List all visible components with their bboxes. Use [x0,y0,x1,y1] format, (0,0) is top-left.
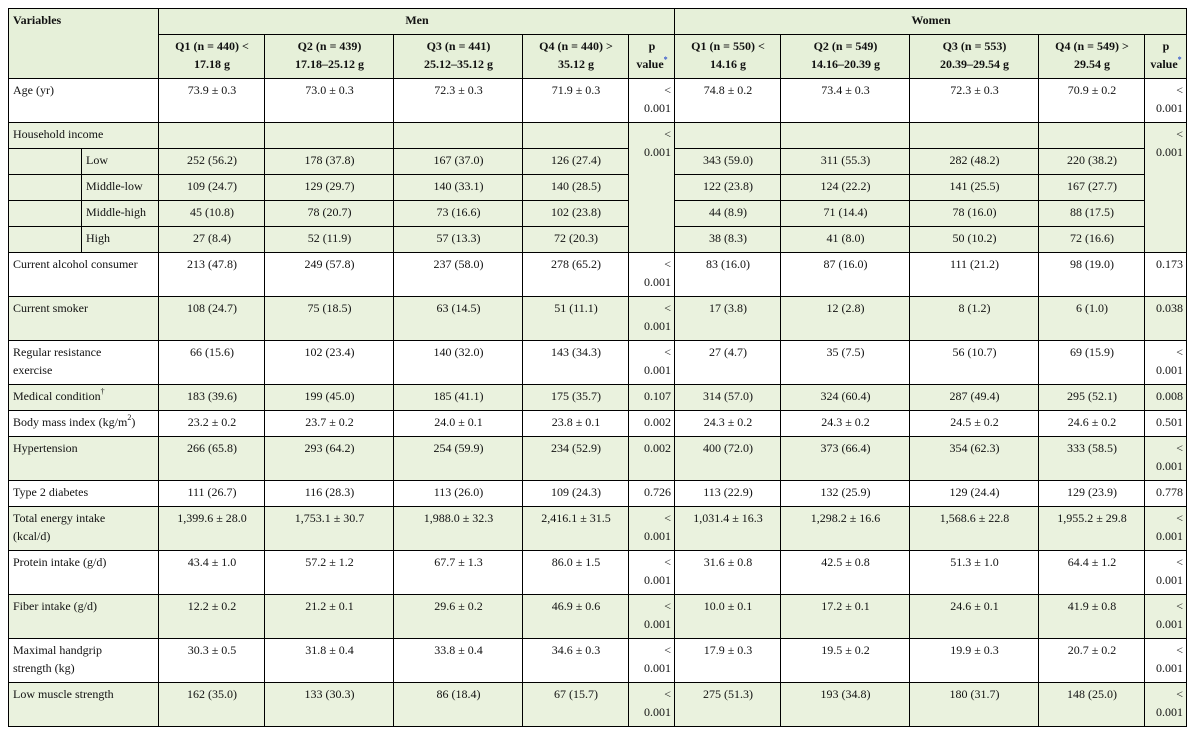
p-value-cell: 0.173 [1145,253,1187,297]
cell: 73.4 ± 0.3 [781,79,910,123]
cell: 1,298.2 ± 16.6 [781,507,910,551]
cell: 254 (59.9) [394,437,523,481]
men-p-value-header: p value* [629,35,675,79]
cell: 129 (23.9) [1039,481,1145,507]
row-label-protein-intake: Protein intake (g/d) [9,551,159,595]
cell: 27 (4.7) [675,341,781,385]
table-row [9,227,1187,253]
p-value-cell: < 0.001 [1145,551,1187,595]
cell: 167 (27.7) [1039,175,1145,201]
table-row [9,341,1187,385]
cell: 333 (58.5) [1039,437,1145,481]
cell: 35 (7.5) [781,341,910,385]
cell: 234 (52.9) [523,437,629,481]
table-row [9,175,1187,201]
table-row [9,551,1187,595]
p-value-cell: 0.778 [1145,481,1187,507]
cell: 72.3 ± 0.3 [394,79,523,123]
cell: 51.3 ± 1.0 [910,551,1039,595]
cell: 21.2 ± 0.1 [265,595,394,639]
p-value-cell: < 0.001 [629,297,675,341]
men-q2-header: Q2 (n = 439) 17.18–25.12 g [265,35,394,79]
p-value-cell: < 0.001 [629,79,675,123]
cell: 23.7 ± 0.2 [265,411,394,437]
cell: 24.3 ± 0.2 [781,411,910,437]
table-row [9,507,1187,551]
cell: 220 (38.2) [1039,149,1145,175]
cell: 111 (26.7) [159,481,265,507]
table-row [9,253,1187,297]
p-value-cell: < 0.001 [629,683,675,727]
cell: 17.2 ± 0.1 [781,595,910,639]
cell: 111 (21.2) [910,253,1039,297]
cell: 78 (16.0) [910,201,1039,227]
cell: 126 (27.4) [523,149,629,175]
p-value-cell: 0.002 [629,437,675,481]
cell: 2,416.1 ± 31.5 [523,507,629,551]
p-value-cell: < 0.001 [1145,79,1187,123]
cell: 24.6 ± 0.2 [1039,411,1145,437]
row-label-income-high: High [82,227,159,253]
cell: 148 (25.0) [1039,683,1145,727]
p-value-cell: < 0.001 [1145,595,1187,639]
p-value-cell: < 0.001 [629,253,675,297]
table-container [8,8,1187,727]
cell: 72.3 ± 0.3 [910,79,1039,123]
cell: 252 (56.2) [159,149,265,175]
cell: 108 (24.7) [159,297,265,341]
cell: 34.6 ± 0.3 [523,639,629,683]
cell: 73.9 ± 0.3 [159,79,265,123]
p-value-cell: < 0.001 [629,639,675,683]
p-value-cell: 0.107 [629,385,675,411]
cell: 42.5 ± 0.8 [781,551,910,595]
cell: 275 (51.3) [675,683,781,727]
cell: 75 (18.5) [265,297,394,341]
cell: 38 (8.3) [675,227,781,253]
p-value-cell: < 0.001 [629,595,675,639]
women-q3-header: Q3 (n = 553) 20.39–29.54 g [910,35,1039,79]
cell: 140 (33.1) [394,175,523,201]
row-label-income-middle-high: Middle-high [82,201,159,227]
cell: 31.8 ± 0.4 [265,639,394,683]
cell: 140 (32.0) [394,341,523,385]
cell: 129 (24.4) [910,481,1039,507]
p-value-cell: < 0.001 [1145,437,1187,481]
cell: 78 (20.7) [265,201,394,227]
variables-header: Variables [9,9,159,79]
cell: 57.2 ± 1.2 [265,551,394,595]
cell: 23.8 ± 0.1 [523,411,629,437]
cell: 175 (35.7) [523,385,629,411]
cell: 102 (23.8) [523,201,629,227]
cell: 23.2 ± 0.2 [159,411,265,437]
cell: 122 (23.8) [675,175,781,201]
cell: 113 (26.0) [394,481,523,507]
cell: 41.9 ± 0.8 [1039,595,1145,639]
men-header: Men [159,9,675,35]
cell: 51 (11.1) [523,297,629,341]
row-label-income-middle-low: Middle-low [82,175,159,201]
cell: 199 (45.0) [265,385,394,411]
cell: 1,031.4 ± 16.3 [675,507,781,551]
cell: 74.8 ± 0.2 [675,79,781,123]
cell: 1,399.6 ± 28.0 [159,507,265,551]
cell: 67 (15.7) [523,683,629,727]
cell: 6 (1.0) [1039,297,1145,341]
cell: 343 (59.0) [675,149,781,175]
cell: 24.0 ± 0.1 [394,411,523,437]
cell: 24.3 ± 0.2 [675,411,781,437]
cell: 249 (57.8) [265,253,394,297]
cell: 167 (37.0) [394,149,523,175]
row-label-bmi: Body mass index $(kg/m^2)$ [9,411,159,437]
row-label-income-low: Low [82,149,159,175]
cell: 46.9 ± 0.6 [523,595,629,639]
cell: 282 (48.2) [910,149,1039,175]
table-row [9,123,1187,149]
women-q4-header: Q4 (n = 549) > 29.54 g [1039,35,1145,79]
p-value-cell: 0.002 [629,411,675,437]
cell: 132 (25.9) [781,481,910,507]
women-header: Women [675,9,1187,35]
cell: 71.9 ± 0.3 [523,79,629,123]
cell: 17.9 ± 0.3 [675,639,781,683]
row-label-low-muscle-strength: Low muscle strength [9,683,159,727]
cell: 266 (65.8) [159,437,265,481]
cell: 52 (11.9) [265,227,394,253]
cell: 293 (64.2) [265,437,394,481]
row-label-diabetes: Type 2 diabetes [9,481,159,507]
cell: 109 (24.3) [523,481,629,507]
cell: 27 (8.4) [159,227,265,253]
row-label-handgrip-strength: Maximal handgrip strength (kg) [9,639,159,683]
cell: 33.8 ± 0.4 [394,639,523,683]
cell: 124 (22.2) [781,175,910,201]
cell: 50 (10.2) [910,227,1039,253]
cell: 63 (14.5) [394,297,523,341]
table-row [9,149,1187,175]
cell: 56 (10.7) [910,341,1039,385]
cell: 31.6 ± 0.8 [675,551,781,595]
table-row [9,683,1187,727]
cell: 66 (15.6) [159,341,265,385]
cell: 20.7 ± 0.2 [1039,639,1145,683]
cell: 1,955.2 ± 29.8 [1039,507,1145,551]
cell: 8 (1.2) [910,297,1039,341]
table-row [9,411,1187,437]
cell: 133 (30.3) [265,683,394,727]
p-value-cell: 0.726 [629,481,675,507]
cell: 30.3 ± 0.5 [159,639,265,683]
cell: 237 (58.0) [394,253,523,297]
cell: 24.6 ± 0.1 [910,595,1039,639]
cell: 183 (39.6) [159,385,265,411]
cell: 88 (17.5) [1039,201,1145,227]
p-value-cell: < 0.001 [629,507,675,551]
cell: 17 (3.8) [675,297,781,341]
cell: 1,568.6 ± 22.8 [910,507,1039,551]
cell: 69 (15.9) [1039,341,1145,385]
data-table [8,8,1187,727]
p-value-cell: < 0.001 [629,551,675,595]
table-row [9,481,1187,507]
cell: 44 (8.9) [675,201,781,227]
cell: 178 (37.8) [265,149,394,175]
cell: 354 (62.3) [910,437,1039,481]
cell: 72 (20.3) [523,227,629,253]
cell: 19.9 ± 0.3 [910,639,1039,683]
table-row [9,79,1187,123]
cell: 116 (28.3) [265,481,394,507]
p-value-cell: < 0.001 [1145,507,1187,551]
cell: 141 (25.5) [910,175,1039,201]
cell: 67.7 ± 1.3 [394,551,523,595]
cell: 193 (34.8) [781,683,910,727]
cell: 109 (24.7) [159,175,265,201]
cell: 83 (16.0) [675,253,781,297]
table-row [9,201,1187,227]
cell: 324 (60.4) [781,385,910,411]
cell: 213 (47.8) [159,253,265,297]
women-p-value-header: p value* [1145,35,1187,79]
row-label-hypertension: Hypertension [9,437,159,481]
cell: 143 (34.3) [523,341,629,385]
cell: 45 (10.8) [159,201,265,227]
cell: 57 (13.3) [394,227,523,253]
cell: 373 (66.4) [781,437,910,481]
cell: 43.4 ± 1.0 [159,551,265,595]
cell: 295 (52.1) [1039,385,1145,411]
cell: 180 (31.7) [910,683,1039,727]
women-q1-header: Q1 (n = 550) < 14.16 g [675,35,781,79]
p-value-cell: < 0.001 [1145,123,1187,253]
cell: 98 (19.0) [1039,253,1145,297]
cell: 140 (28.5) [523,175,629,201]
table-row [9,437,1187,481]
p-value-cell: < 0.001 [629,341,675,385]
cell: 1,753.1 ± 30.7 [265,507,394,551]
men-q1-header: Q1 (n = 440) < 17.18 g [159,35,265,79]
cell: 72 (16.6) [1039,227,1145,253]
cell: 1,988.0 ± 32.3 [394,507,523,551]
cell: 287 (49.4) [910,385,1039,411]
cell: 86.0 ± 1.5 [523,551,629,595]
row-label-energy-intake: Total energy intake (kcal/d) [9,507,159,551]
table-row [9,385,1187,411]
cell: 162 (35.0) [159,683,265,727]
cell: 71 (14.4) [781,201,910,227]
cell: 314 (57.0) [675,385,781,411]
cell: 12.2 ± 0.2 [159,595,265,639]
cell: 24.5 ± 0.2 [910,411,1039,437]
cell: 70.9 ± 0.2 [1039,79,1145,123]
row-label-fiber-intake: Fiber intake (g/d) [9,595,159,639]
cell: 113 (22.9) [675,481,781,507]
cell: 41 (8.0) [781,227,910,253]
men-q3-header: Q3 (n = 441) 25.12–35.12 g [394,35,523,79]
row-label-resistance-exercise: Regular resistance exercise [9,341,159,385]
cell: 400 (72.0) [675,437,781,481]
table-row [9,595,1187,639]
men-q4-header: Q4 (n = 440) > 35.12 g [523,35,629,79]
row-label-alcohol: Current alcohol consumer [9,253,159,297]
cell: 102 (23.4) [265,341,394,385]
table-row [9,297,1187,341]
cell: 73.0 ± 0.3 [265,79,394,123]
cell: 86 (18.4) [394,683,523,727]
p-value-cell: < 0.001 [629,123,675,253]
cell: 73 (16.6) [394,201,523,227]
row-label-smoker: Current smoker [9,297,159,341]
cell: 29.6 ± 0.2 [394,595,523,639]
cell: 64.4 ± 1.2 [1039,551,1145,595]
cell: 311 (55.3) [781,149,910,175]
cell: 12 (2.8) [781,297,910,341]
p-value-cell: < 0.001 [1145,683,1187,727]
p-value-cell: 0.501 [1145,411,1187,437]
cell: 87 (16.0) [781,253,910,297]
cell: 19.5 ± 0.2 [781,639,910,683]
row-label-household-income: Household income [9,123,159,149]
women-q2-header: Q2 (n = 549) 14.16–20.39 g [781,35,910,79]
p-value-cell: < 0.001 [1145,639,1187,683]
p-value-cell: < 0.001 [1145,341,1187,385]
cell: 10.0 ± 0.1 [675,595,781,639]
p-value-cell: 0.008 [1145,385,1187,411]
row-label-age: Age (yr) [9,79,159,123]
cell: 185 (41.1) [394,385,523,411]
cell: 129 (29.7) [265,175,394,201]
table-row [9,639,1187,683]
row-label-medical-condition: Medical condition† [9,385,159,411]
cell: 278 (65.2) [523,253,629,297]
p-value-cell: 0.038 [1145,297,1187,341]
